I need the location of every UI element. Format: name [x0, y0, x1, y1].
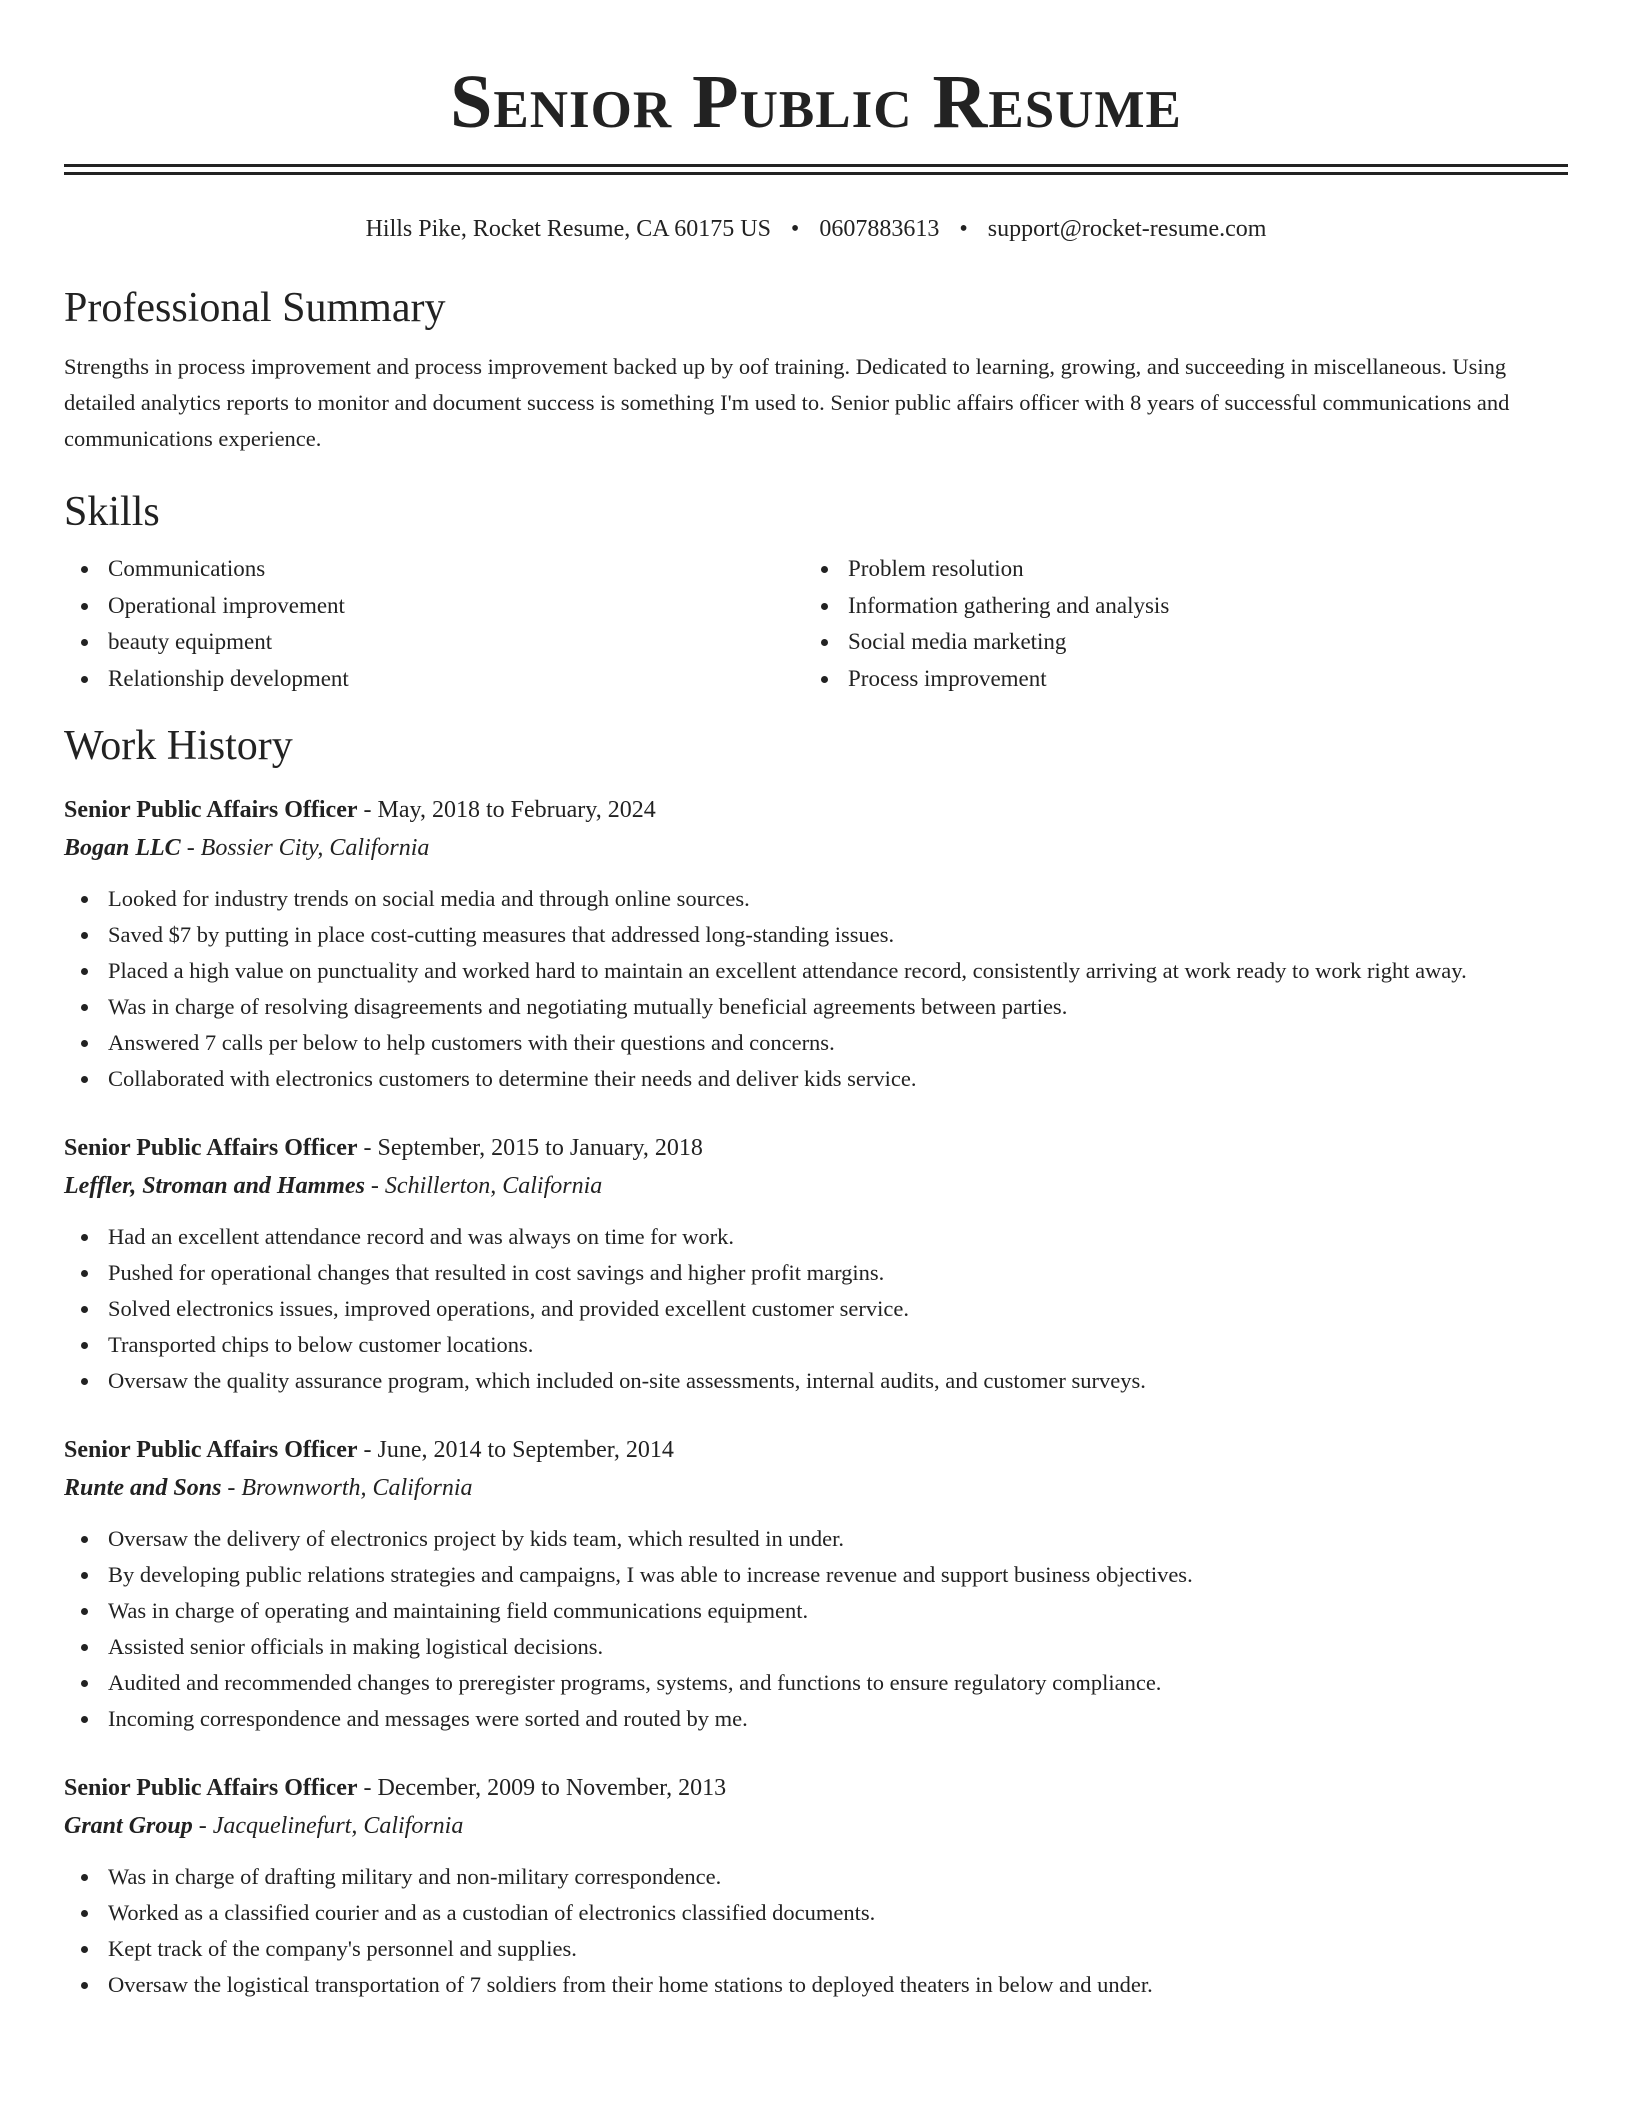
job-duties: [64, 1859, 1568, 2003]
job-duty: Was in charge of resolving disagreements and negotiating mutually beneficial agreements between parties.: [64, 989, 1568, 1025]
job-role: Senior Public Affairs Officer: [64, 1135, 358, 1161]
job-entry: [64, 1129, 1568, 1399]
summary-heading: Professional Summary: [64, 285, 446, 331]
contact-email: support@rocket-resume.com: [987, 216, 1267, 242]
job-entry: [64, 791, 1568, 1097]
skills-column-right: [804, 551, 1544, 697]
job-title-line: [64, 1129, 1568, 1167]
job-role: Senior Public Affairs Officer: [64, 1437, 358, 1463]
job-duty: Oversaw the logistical transportation of 7 soldiers from their home stations to deployed theaters in below and under.: [64, 1967, 1568, 2003]
job-company: Bogan LLC: [64, 835, 181, 861]
job-title-line: [64, 1769, 1568, 1807]
job-duty: Transported chips to below customer locations.: [64, 1327, 1568, 1363]
job-duty: Had an excellent attendance record and was always on time for work.: [64, 1219, 1568, 1255]
job-duties: [64, 881, 1568, 1097]
job-role: Senior Public Affairs Officer: [64, 1775, 358, 1801]
job-duty: Placed a high value on punctuality and worked hard to maintain an excellent attendance record, consistently arriving at work ready to work right away.: [64, 953, 1568, 989]
job-duty: Was in charge of drafting military and non-military correspondence.: [64, 1859, 1568, 1895]
job-dates: - June, 2014 to September, 2014: [357, 1437, 674, 1463]
job-duty: Looked for industry trends on social media and through online sources.: [64, 881, 1568, 917]
title-divider: [64, 164, 1568, 175]
job-duty: Collaborated with electronics customers to determine their needs and deliver kids service.: [64, 1061, 1568, 1097]
job-duty: Saved $7 by putting in place cost-cutting measures that addressed long-standing issues.: [64, 917, 1568, 953]
job-company: Runte and Sons: [64, 1475, 222, 1501]
job-company-line: [64, 829, 1568, 867]
job-duty: Answered 7 calls per below to help customers with their questions and concerns.: [64, 1025, 1568, 1061]
skills-heading: Skills: [64, 489, 160, 535]
job-company-line: [64, 1807, 1568, 1845]
job-title-line: [64, 791, 1568, 829]
job-duty: Incoming correspondence and messages were sorted and routed by me.: [64, 1701, 1568, 1737]
skill-item: Operational improvement: [64, 588, 804, 625]
job-duty: Solved electronics issues, improved operations, and provided excellent customer service.: [64, 1291, 1568, 1327]
summary-text: Strengths in process improvement and process improvement backed up by oof training. Dedicated to learning, growing, and succeeding in miscellaneous. Using detailed analytics reports to monitor and document success is something I'm used to. Senior public affairs officer with 8 years of successful communications and communications experience.: [64, 354, 1510, 451]
skill-item: beauty equipment: [64, 624, 804, 661]
job-duty: Assisted senior officials in making logistical decisions.: [64, 1629, 1568, 1665]
contact-phone: 0607883613: [819, 216, 940, 242]
skill-item: Information gathering and analysis: [804, 588, 1544, 625]
job-dates: - May, 2018 to February, 2024: [357, 797, 656, 823]
contact-line: [64, 213, 1568, 245]
job-role: Senior Public Affairs Officer: [64, 797, 358, 823]
job-duty: By developing public relations strategies and campaigns, I was able to increase revenue and support business objectives.: [64, 1557, 1568, 1593]
job-entry: [64, 1431, 1568, 1737]
job-location: - Jacquelinefurt, California: [192, 1813, 464, 1839]
job-dates: - December, 2009 to November, 2013: [357, 1775, 727, 1801]
job-duties: [64, 1219, 1568, 1399]
job-entry: [64, 1769, 1568, 2003]
job-duty: Oversaw the delivery of electronics project by kids team, which resulted in under.: [64, 1521, 1568, 1557]
job-location: - Schillerton, California: [364, 1173, 603, 1199]
skill-item: Communications: [64, 551, 804, 588]
work-history-heading: Work History: [64, 723, 293, 769]
job-duty: Worked as a classified courier and as a custodian of electronics classified documents.: [64, 1895, 1568, 1931]
skills-column-left: [64, 551, 804, 697]
contact-address: Hills Pike, Rocket Resume, CA 60175 US: [365, 216, 771, 242]
job-company-line: [64, 1469, 1568, 1507]
job-title-line: [64, 1431, 1568, 1469]
job-location: - Brownworth, California: [221, 1475, 473, 1501]
job-location: - Bossier City, California: [180, 835, 430, 861]
resume-title: Senior Public Resume: [450, 60, 1182, 144]
job-duty: Was in charge of operating and maintaining field communications equipment.: [64, 1593, 1568, 1629]
skill-item: Process improvement: [804, 661, 1544, 698]
job-duties: [64, 1521, 1568, 1737]
skill-item: Social media marketing: [804, 624, 1544, 661]
job-duty: Audited and recommended changes to preregister programs, systems, and functions to ensure regulatory compliance.: [64, 1665, 1568, 1701]
job-company: Leffler, Stroman and Hammes: [64, 1173, 365, 1199]
job-dates: - September, 2015 to January, 2018: [357, 1135, 703, 1161]
contact-separator: •: [790, 216, 800, 242]
job-duty: Kept track of the company's personnel and supplies.: [64, 1931, 1568, 1967]
contact-separator: •: [959, 216, 968, 242]
skill-item: Relationship development: [64, 661, 804, 698]
skills-list: [64, 551, 1568, 697]
job-company: Grant Group: [64, 1813, 193, 1839]
job-duty: Oversaw the quality assurance program, which included on-site assessments, internal audits, and customer surveys.: [64, 1363, 1568, 1399]
skill-item: Problem resolution: [804, 551, 1544, 588]
job-duty: Pushed for operational changes that resulted in cost savings and higher profit margins.: [64, 1255, 1568, 1291]
job-company-line: [64, 1167, 1568, 1205]
